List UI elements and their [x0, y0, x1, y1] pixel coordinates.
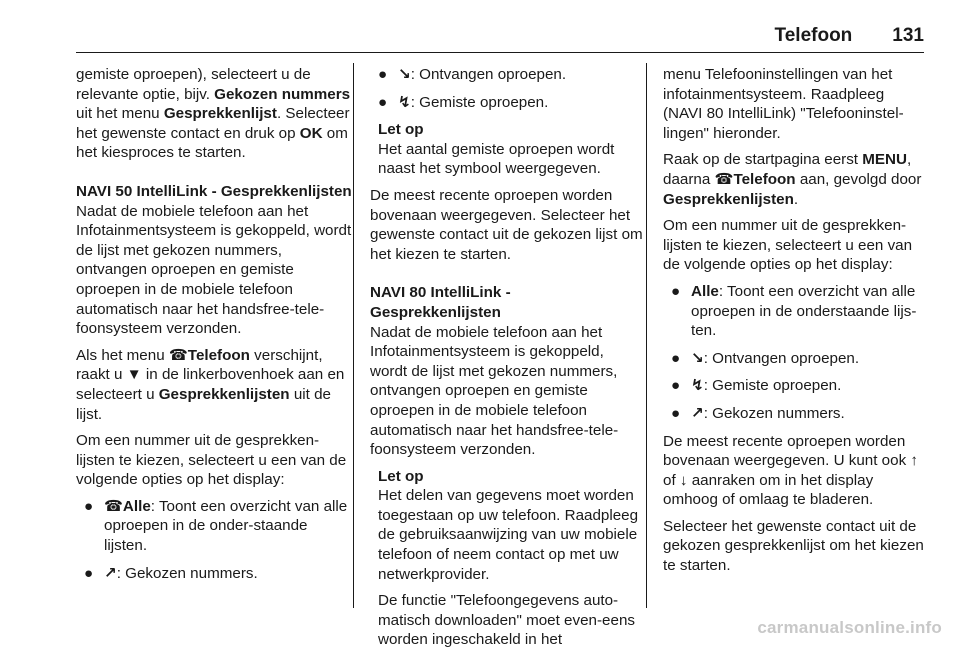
list-item: ● ↗: Gekozen nummers.	[84, 564, 258, 582]
column-1	[76, 65, 352, 618]
paragraph: De meest recente oproepen worden bovenaan weergegeven. Selecteer het gewenste contact uit de gekozen lijst om het kiezen te starten.	[370, 186, 643, 263]
column-2	[370, 65, 644, 649]
bullet-icon: ●	[378, 93, 388, 111]
received-call-icon: ↘	[691, 349, 704, 367]
page-header	[775, 26, 924, 46]
list-item: ● ↯: Gemiste oproepen.	[671, 377, 842, 395]
dialed-call-icon: ↗	[104, 564, 117, 582]
header-divider	[76, 52, 924, 53]
section-title: Telefoon	[774, 25, 853, 46]
page-number: 131	[892, 25, 924, 46]
paragraph: Om een nummer uit de gesprekken-lijsten te kiezen, selecteert u een van de volgende opties op het display:	[76, 432, 347, 489]
list-item: ● Alle: Toont een overzicht van alle oproepen in de onderstaande lijs-ten.	[671, 282, 917, 340]
missed-call-icon: ↯	[398, 93, 411, 111]
paragraph: Als het menu ☎Telefoon verschijnt, raakt u ▼ in de linkerbovenhoek aan en selecteert u Gesprekkenlijsten uit de lijst.	[76, 346, 345, 423]
paragraph: gemiste oproepen), selecteert u de relevante optie, bijv. Gekozen nummers uit het menu Gesprekkenlijst. Selecteer het gewenste contact en druk op OK om het kiesproces te starten.	[76, 66, 351, 162]
phone-icon: ☎	[168, 346, 188, 364]
paragraph: De meest recente oproepen worden bovenaan weergegeven. U kunt ook ↑ of ↓ aanraken om in het display omhoog of omlaag te bladeren.	[663, 432, 918, 509]
bullet-icon: ●	[671, 404, 681, 422]
list-item: ● ↘: Ontvangen oproepen.	[378, 66, 567, 83]
section-heading: NAVI 80 IntelliLink - Gesprekkenlijsten	[370, 284, 511, 321]
note-box	[370, 467, 644, 650]
bullet-icon: ●	[84, 564, 94, 582]
column-divider	[353, 63, 354, 608]
paragraph: Nadat de mobiele telefoon aan het Infotainmentsysteem is gekoppeld, wordt de lijst met gekozen nummers, ontvangen oproepen en gemiste oproepen in de mobiele telefoon automatisch naar het handsfree-tele-foonsysteem verzonden.	[76, 202, 352, 338]
note-text: De functie "Telefoongegevens auto-matisch downloaden" moet even-eens worden ingeschakeld in het	[378, 592, 635, 649]
note-text: Het aantal gemiste oproepen wordt naast het symbool weergegeven.	[378, 140, 615, 178]
note-title: Let op	[378, 121, 424, 139]
paragraph: Nadat de mobiele telefoon aan het Infotainmentsysteem is gekoppeld, wordt de lijst met gekozen nummers, ontvangen oproepen en gemiste oproepen in de mobiele telefoon automatisch naar het handsfree-tele-foonsysteem verzonden.	[370, 323, 619, 459]
note-title: Let op	[378, 467, 424, 485]
list-item: ● ↗: Gekozen nummers.	[671, 404, 845, 422]
watermark: carmanualsonline.info	[757, 618, 942, 638]
note-text: Het delen van gegevens moet worden toegestaan op uw telefoon. Raadpleeg de gebruiksaanwijzing van uw mobiele telefoon of neem contact op met uw netwerkprovider.	[378, 487, 639, 583]
missed-call-icon: ↯	[691, 377, 704, 395]
paragraph: menu Telefooninstellingen van het infotainmentsysteem. Raadpleeg (NAVI 80 IntelliLink) "Telefooninstel-lingen" hieronder.	[663, 66, 904, 142]
phone-icon: ☎	[714, 170, 734, 188]
phone-icon: ☎	[104, 497, 123, 515]
received-call-icon: ↘	[398, 66, 411, 83]
paragraph: Om een nummer uit de gesprekken-lijsten te kiezen, selecteert u een van de volgende opties op het display:	[663, 217, 913, 274]
column-divider	[646, 63, 647, 608]
column-3	[663, 65, 927, 618]
list-item: ● ↘: Ontvangen oproepen.	[671, 349, 860, 367]
list-item: ● ☎Alle: Toont een overzicht van alle oproepen in de onder-staande lijsten.	[84, 497, 348, 555]
bullet-icon: ●	[378, 66, 388, 83]
note-box	[370, 120, 644, 179]
paragraph: Selecteer het gewenste contact uit de gekozen gesprekkenlijst om het kiezen te starten.	[663, 517, 924, 575]
bullet-icon: ●	[671, 282, 681, 300]
bullet-icon: ●	[671, 349, 681, 367]
section-heading: NAVI 50 IntelliLink - Gesprekkenlijsten	[76, 182, 352, 200]
bullet-icon: ●	[671, 377, 681, 395]
bullet-icon: ●	[84, 497, 94, 515]
dialed-call-icon: ↗	[691, 404, 704, 422]
list-item: ● ↯: Gemiste oproepen.	[378, 93, 549, 111]
paragraph: Raak op de startpagina eerst MENU, daarna ☎Telefoon aan, gevolgd door Gesprekkenlijsten.	[663, 151, 922, 208]
